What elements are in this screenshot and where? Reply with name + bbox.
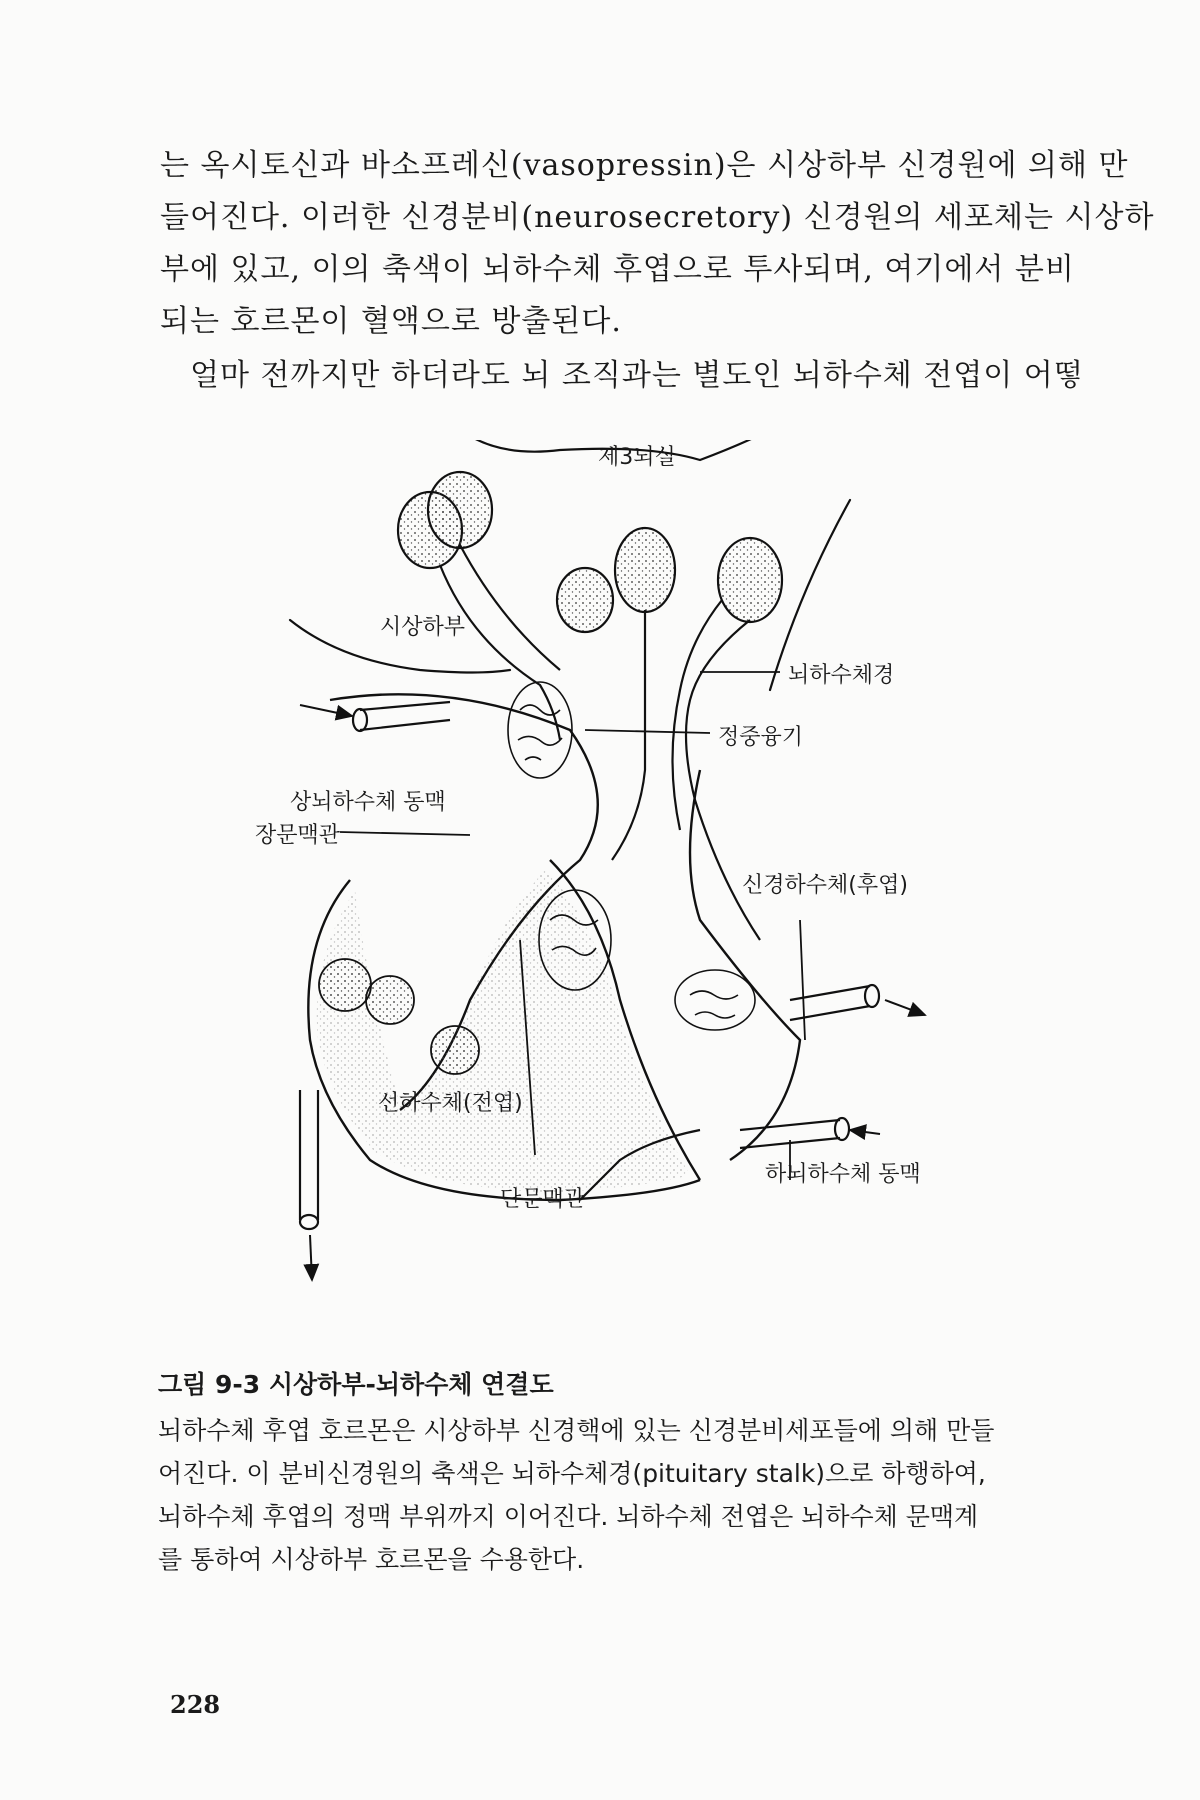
- text-line: 되는 호르몬이 혈액으로 방출된다.: [160, 304, 622, 339]
- arrow-in-superior: [300, 705, 352, 716]
- arrow-out-vein: [885, 1000, 925, 1015]
- axon-line-2: [460, 545, 560, 670]
- neuron-body-4: [718, 538, 782, 622]
- inferior-artery-opening: [835, 1118, 849, 1140]
- diagram-drawing: [0, 440, 1200, 1340]
- outflow-vein-opening: [300, 1215, 318, 1229]
- arrow-in-inferior: [850, 1130, 880, 1134]
- label-third-ventricle: 제3뇌실: [598, 445, 676, 470]
- caption-line: 뇌하수체 후엽 호르몬은 시상하부 신경핵에 있는 신경분비세포들에 의해 만들: [158, 1416, 995, 1445]
- stalk-left-edge: [673, 600, 723, 830]
- leader-long-portal: [340, 832, 470, 835]
- hypothalamus-pituitary-diagram: [0, 440, 1200, 1340]
- label-posterior-pituitary: 신경하수체(후엽): [742, 873, 908, 898]
- label-superior-artery: 상뇌하수체 동맥: [290, 790, 446, 815]
- neuron-body-2: [428, 472, 492, 548]
- figure-caption: [158, 1365, 1038, 1581]
- text-line: 부에 있고, 이의 축색이 뇌하수체 후엽으로 투사되며, 여기에서 분비: [160, 252, 1075, 287]
- neuron-body-3: [615, 528, 675, 612]
- anterior-cell-2: [366, 976, 414, 1024]
- caption-line: 뇌하수체 후엽의 정맥 부위까지 이어진다. 뇌하수체 전엽은 뇌하수체 문맥계: [158, 1502, 979, 1531]
- superior-artery-vessel: [360, 702, 450, 710]
- label-short-portal-vessels: 단문맥관: [500, 1187, 586, 1212]
- text-line: 는 옥시토신과 바소프레신(vasopressin)은 시상하부 신경원에 의해 만: [160, 148, 1129, 183]
- primary-plexus: [508, 682, 572, 778]
- posterior-lobe-outline: [690, 770, 800, 1160]
- page-number: 228: [170, 1690, 221, 1719]
- label-median-eminence: 정중융기: [718, 725, 804, 750]
- text-line: 얼마 전까지만 하더라도 뇌 조직과는 별도인 뇌하수체 전엽이 어떻: [190, 358, 1084, 393]
- posterior-plexus: [675, 970, 755, 1030]
- anterior-lobe-stipple: [317, 870, 690, 1192]
- caption-body: [158, 1409, 1038, 1581]
- axon-line-3: [612, 610, 645, 860]
- neuron-body-5: [557, 568, 613, 632]
- leader-median-eminence: [585, 730, 710, 733]
- label-long-portal-vessels: 장문맥관: [255, 823, 341, 848]
- efferent-vein-opening: [865, 985, 879, 1007]
- anterior-cell-1: [319, 959, 371, 1011]
- plexus-mesh-3: [690, 991, 738, 1018]
- superior-artery-opening: [353, 709, 367, 731]
- efferent-vein: [790, 986, 870, 1020]
- neuron-cell-bodies: [398, 472, 782, 632]
- label-hypothalamus: 시상하부: [380, 615, 466, 640]
- body-paragraph: [160, 140, 1155, 348]
- label-pituitary-stalk: 뇌하수체경: [788, 663, 895, 688]
- outflow-vein: [300, 1090, 318, 1220]
- anterior-cell-3: [431, 1026, 479, 1074]
- label-anterior-pituitary: 선하수체(전엽): [378, 1091, 523, 1116]
- leader-posterior: [800, 920, 805, 1040]
- label-inferior-artery: 하뇌하수체 동맥: [765, 1162, 921, 1187]
- body-paragraph-2: [160, 350, 1084, 402]
- text-line: 들어진다. 이러한 신경분비(neurosecretory) 신경원의 세포체는 시상하: [160, 200, 1155, 235]
- caption-line: 를 통하여 시상하부 호르몬을 수용한다.: [158, 1545, 585, 1574]
- arrow-out-portal: [310, 1235, 312, 1280]
- superior-artery-vessel-2: [360, 720, 450, 730]
- caption-title: 그림 9-3 시상하부-뇌하수체 연결도: [158, 1370, 554, 1399]
- caption-line: 어진다. 이 분비신경원의 축색은 뇌하수체경(pituitary stalk)으로 하행하여,: [158, 1459, 986, 1488]
